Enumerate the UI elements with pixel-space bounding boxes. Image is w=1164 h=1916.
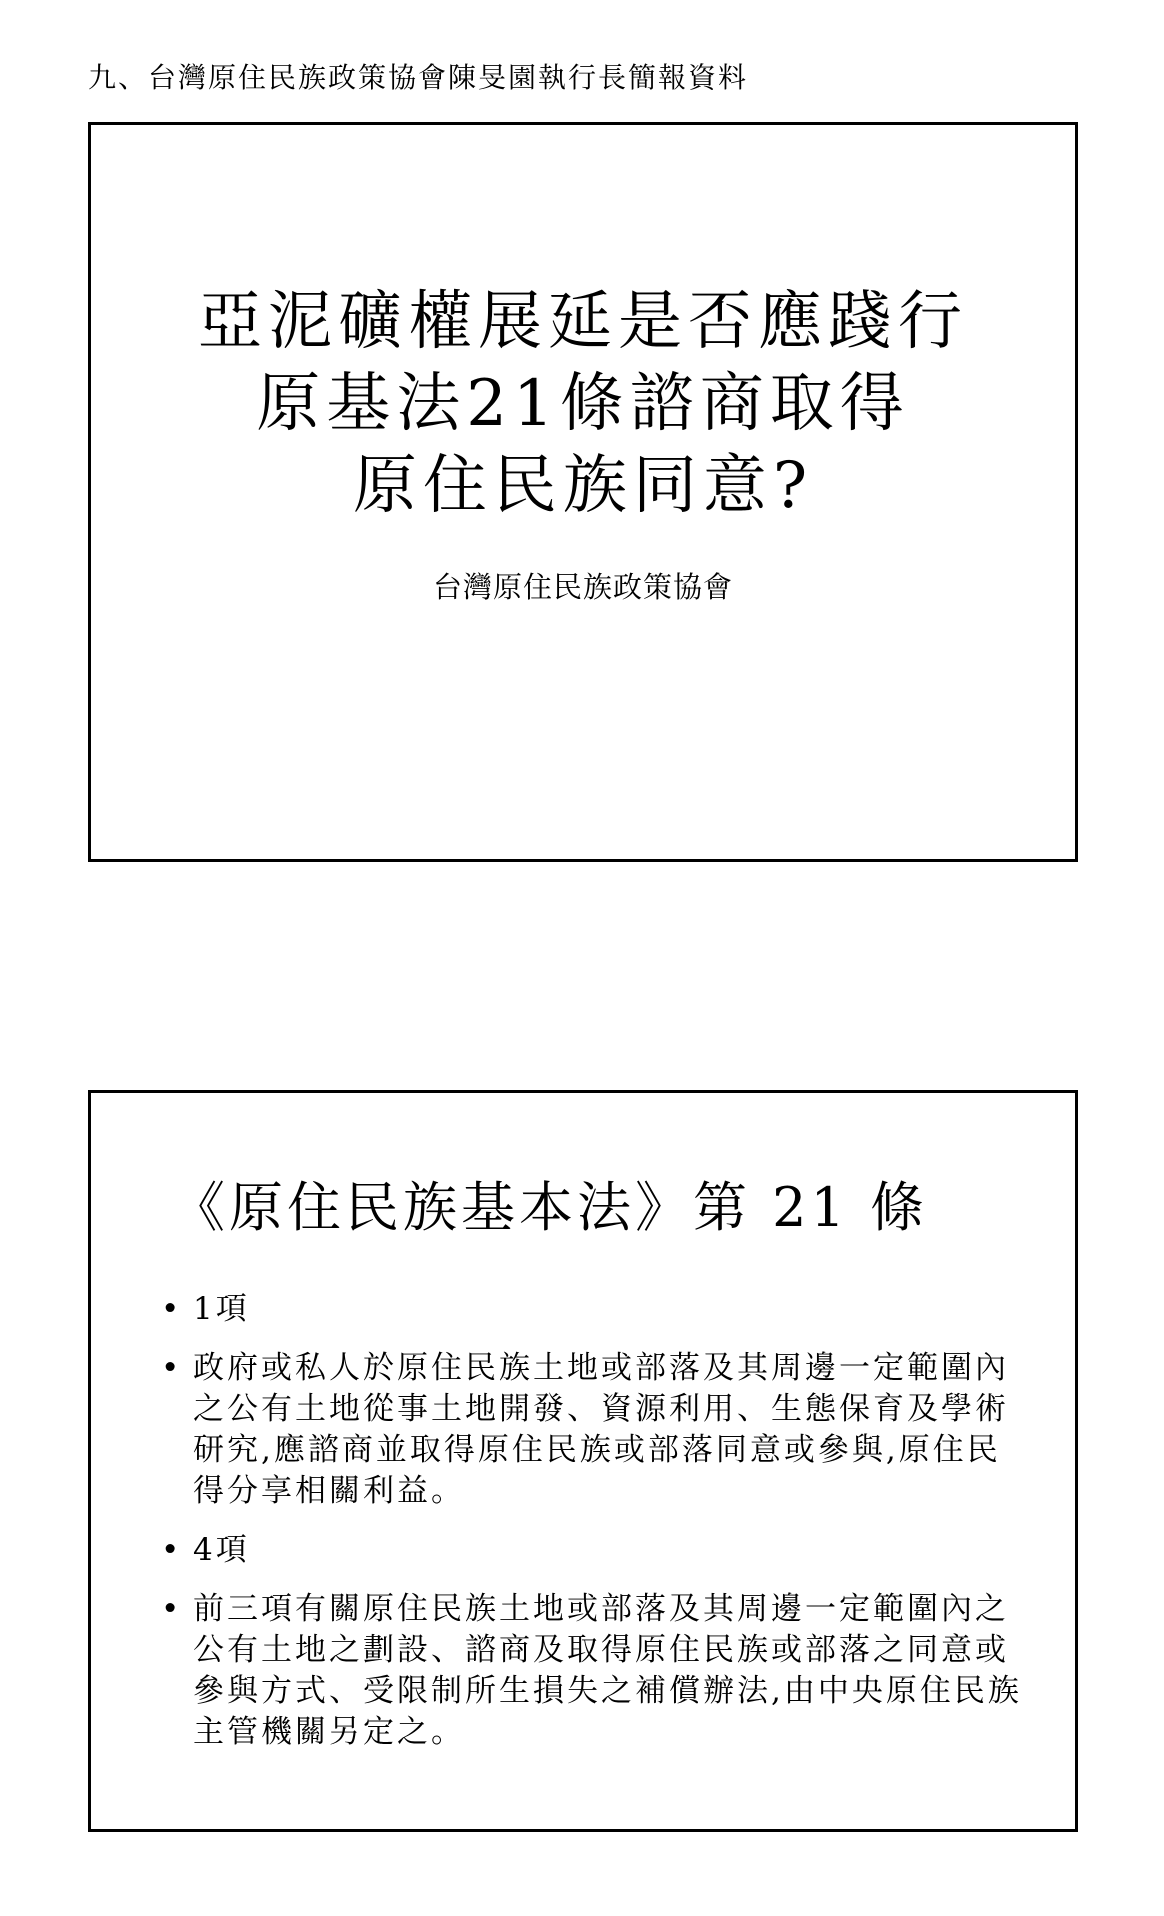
list-item-text: 1項 xyxy=(193,1291,250,1327)
list-item xyxy=(161,1289,1031,1330)
slide-title-page xyxy=(88,122,1078,862)
bullet-icon: • xyxy=(161,1532,183,1568)
bullet-icon: • xyxy=(161,1291,183,1327)
list-item xyxy=(161,1589,1031,1753)
bullet-icon: • xyxy=(161,1591,183,1627)
list-item xyxy=(161,1530,1031,1571)
slide-article-21 xyxy=(88,1090,1078,1832)
slide-title-line: 原基法21條諮商取得 xyxy=(256,367,910,441)
list-item xyxy=(161,1348,1031,1512)
bullet-list xyxy=(161,1289,1031,1771)
slide-subtitle: 台灣原住民族政策協會 xyxy=(432,570,733,604)
slide-title-line: 原住民族同意? xyxy=(352,449,814,523)
list-item-text: 前三項有關原住民族土地或部落及其周邊一定範圍內之公有土地之劃設、諮商及取得原住民族或部落之同意或參與方式、受限制所生損失之補償辦法,由中央原住民族主管機關另定之。 xyxy=(193,1591,1022,1750)
bullet-icon: • xyxy=(161,1350,183,1386)
page-header: 九、台灣原住民族政策協會陳旻園執行長簡報資料 xyxy=(88,61,749,94)
slide-title xyxy=(91,281,1075,527)
slide-heading: 《原住民族基本法》第 21 條 xyxy=(171,1176,929,1239)
list-item-text: 4項 xyxy=(193,1532,250,1568)
list-item-text: 政府或私人於原住民族土地或部落及其周邊一定範圍內之公有土地從事土地開發、資源利用、生態保育及學術研究,應諮商並取得原住民族或部落同意或參與,原住民得分享相關利益。 xyxy=(193,1350,1009,1509)
slide-title-line: 亞泥礦權展延是否應踐行 xyxy=(198,285,968,359)
